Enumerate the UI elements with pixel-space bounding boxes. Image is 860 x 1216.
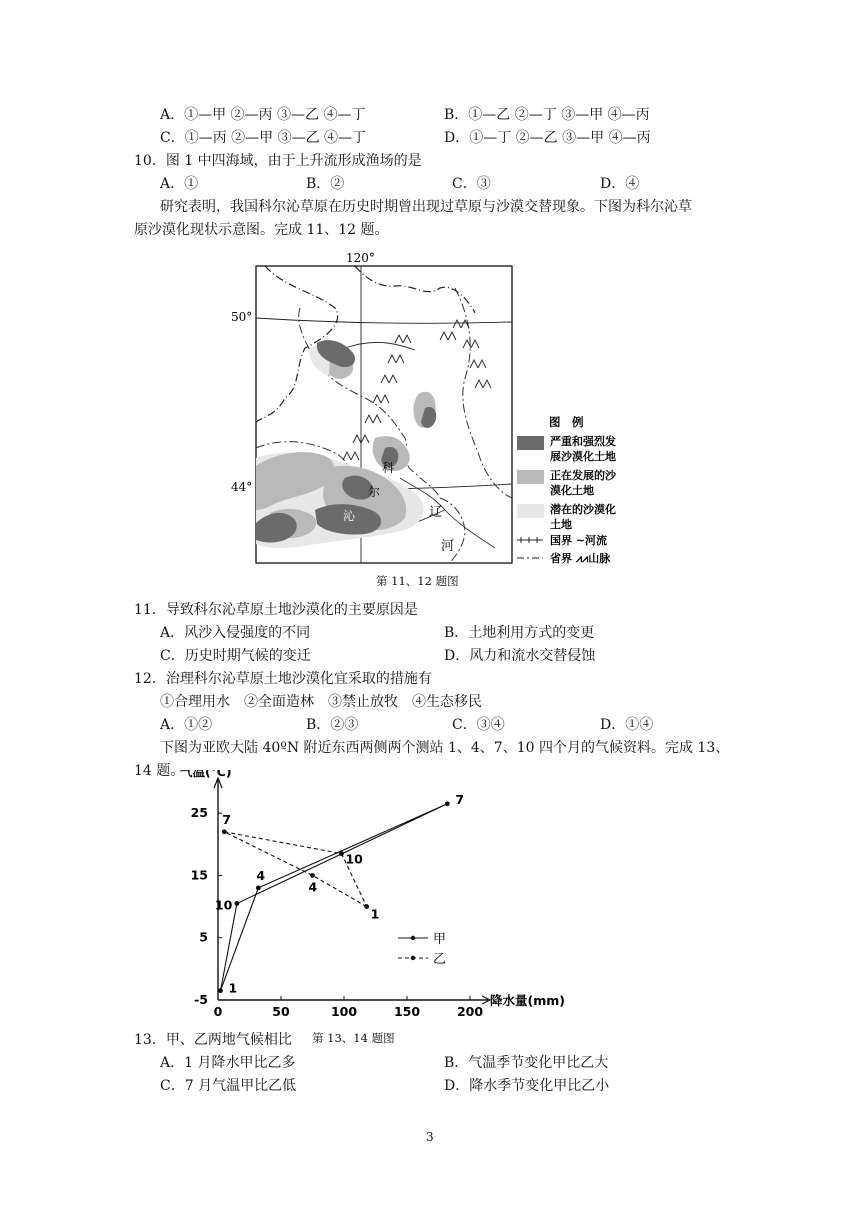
page-number: 3	[426, 1130, 434, 1144]
q10-option-b: B．②	[306, 176, 345, 192]
legend-developing-line2: 漠化土地	[550, 484, 594, 497]
q12-option-c: C．③④	[452, 717, 505, 733]
q12-stem: 12．治理科尔沁草原土地沙漠化宜采取的措施有	[134, 671, 432, 687]
series-line-甲	[221, 804, 448, 991]
legend-swatch-developing	[517, 470, 544, 484]
x-tick-label: 50	[272, 1004, 290, 1019]
map-caption: 第 11、12 题图	[376, 574, 459, 588]
q10-option-d: D．④	[600, 176, 640, 192]
x-axis-label: 降水量(mm)	[490, 993, 565, 1008]
legend-border-symbol	[517, 537, 543, 543]
legend-label-乙: 乙	[433, 952, 447, 967]
q12-option-a: A．①②	[160, 717, 213, 733]
legend-title: 图 例	[549, 415, 584, 429]
intro-11-12-line2: 原沙漠化现状示意图。完成 11、12 题。	[134, 222, 389, 238]
place-label-qin: 沁	[343, 509, 356, 523]
q11-option-d: D．风力和流水交替侵蚀	[444, 648, 596, 664]
q13-option-d: D．降水季节变化甲比乙小	[444, 1078, 610, 1094]
q10-stem: 10．图 1 中四海域，由于上升流形成渔场的是	[134, 153, 422, 169]
q10-option-c: C．③	[452, 176, 491, 192]
climate-chart-caption: 第 13、14 题图	[312, 1031, 395, 1045]
place-label-liao: 辽	[429, 505, 443, 520]
data-point-label: 4	[256, 867, 266, 883]
legend-swatch-severe	[517, 436, 544, 450]
legend-province-mountain: 省界 ⩘⩘山脉	[550, 552, 611, 565]
q12-option-b: B．②③	[306, 717, 359, 733]
place-label-he: 河	[441, 539, 455, 554]
longitude-120-label: 120°	[346, 251, 375, 265]
legend-border-river: 国界 ~河流	[550, 534, 608, 547]
q9-option-c: C．①—丙 ②—甲 ③—乙 ④—丁	[160, 130, 367, 146]
q9-option-d: D．①—丁 ②—乙 ③—甲 ④—丙	[444, 130, 651, 146]
q12-measures: ①合理用水 ②全面造林 ③禁止放牧 ④生态移民	[160, 694, 482, 710]
climate-chart	[170, 770, 570, 1026]
y-tick-label: 15	[190, 867, 208, 883]
q13-option-c: C．7 月气温甲比乙低	[160, 1078, 297, 1094]
q12-option-d: D．①④	[600, 717, 654, 733]
data-point	[310, 873, 315, 878]
legend-severe-line1: 严重和强烈发	[550, 435, 616, 448]
data-point-label: 10	[214, 897, 233, 913]
intro-11-12-line1: 研究表明，我国科尔沁草原在历史时期曾出现过草原与沙漠交替现象。下图为科尔沁草	[160, 199, 692, 215]
q11-option-a: A．风沙入侵强度的不同	[160, 625, 311, 641]
data-point	[445, 801, 450, 806]
series-line-乙	[224, 832, 366, 907]
x-tick-label: 200	[456, 1004, 484, 1019]
data-point-label: 4	[308, 879, 318, 895]
intro-13-14-line2: 14 题。	[134, 763, 185, 779]
q10-option-a: A．①	[160, 176, 199, 192]
q9-option-a: A．①—甲 ②—丙 ③—乙 ④—丁	[160, 107, 366, 123]
legend-developing-line1: 正在发展的沙	[550, 469, 616, 482]
q13-stem: 13．甲、乙两地气候相比	[134, 1032, 292, 1048]
data-point-label: 10	[345, 851, 363, 867]
q9-option-b: B．①—乙 ②—丁 ③—甲 ④—丙	[444, 107, 650, 123]
chart-series	[215, 792, 464, 996]
legend-potential-line1: 潜在的沙漠化	[550, 503, 616, 516]
chart-legend	[398, 932, 446, 967]
legend-severe-line2: 展沙漠化土地	[550, 450, 616, 463]
q11-stem: 11．导致科尔沁草原土地沙漠化的主要原因是	[134, 602, 418, 618]
data-point-label: 7	[222, 811, 232, 827]
data-point-label: 1	[228, 980, 238, 996]
place-label-ke: 科	[382, 461, 395, 475]
data-point-label: 1	[370, 906, 380, 922]
legend-marker-甲	[411, 936, 415, 940]
legend-potential-line2: 土地	[550, 518, 572, 531]
x-tick-label: 100	[330, 1004, 358, 1019]
map-legend	[517, 415, 617, 565]
latitude-44-label: 44°	[231, 480, 253, 494]
q11-option-b: B．土地利用方式的变更	[444, 625, 595, 641]
legend-label-甲: 甲	[433, 932, 447, 947]
data-point	[218, 988, 223, 993]
data-point-label: 7	[455, 791, 465, 807]
x-tick-label: 0	[213, 1004, 223, 1019]
data-point	[256, 885, 261, 890]
chart-axes	[180, 770, 565, 1019]
q13-option-b: B．气温季节变化甲比乙大	[444, 1055, 609, 1071]
y-axis-label: 气温(℃)	[180, 770, 232, 779]
data-point	[339, 851, 344, 856]
q11-option-c: C．历史时期气候的变迁	[160, 648, 311, 664]
legend-marker-乙	[411, 956, 415, 960]
data-point	[235, 901, 240, 906]
legend-swatch-potential	[517, 504, 544, 518]
intro-13-14-line1: 下图为亚欧大陆 40ºN 附近东西两侧两个测站 1、4、7、10 四个月的气候资料。完成 13、	[160, 740, 730, 756]
latitude-50-label: 50°	[231, 310, 253, 324]
y-tick-label: -5	[194, 992, 208, 1007]
y-tick-label: 5	[199, 929, 208, 945]
data-point	[222, 829, 227, 834]
horqin-map-figure	[225, 248, 635, 570]
data-point	[364, 904, 369, 909]
y-tick-label: 25	[190, 805, 208, 821]
x-tick-label: 150	[393, 1004, 421, 1019]
q13-option-a: A．1 月降水甲比乙多	[160, 1055, 296, 1071]
place-label-er: 尔	[368, 485, 381, 499]
